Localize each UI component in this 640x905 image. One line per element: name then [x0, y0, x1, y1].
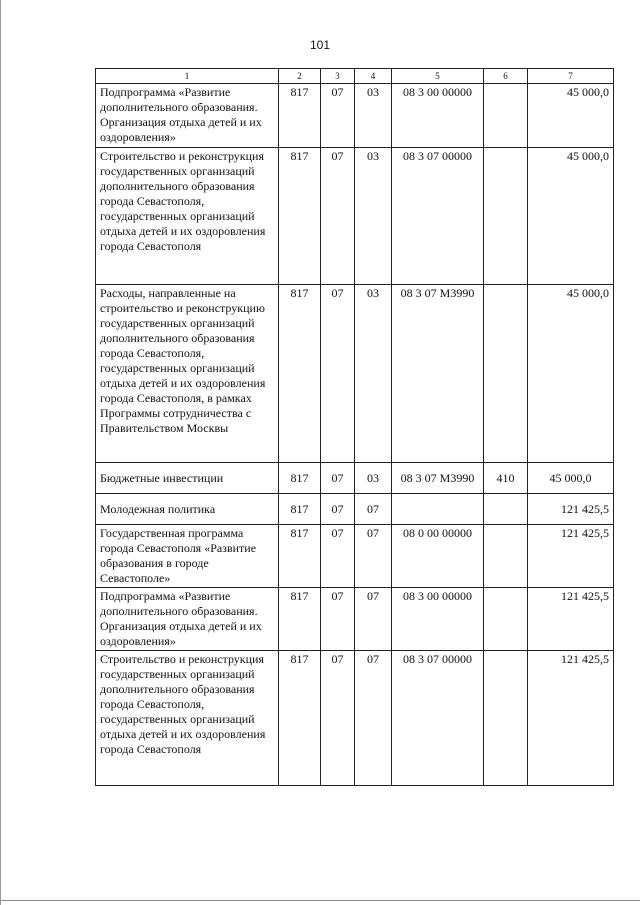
row-csr [392, 494, 484, 525]
column-header: 7 [528, 69, 614, 84]
table-row [96, 525, 614, 588]
row-vr: 410 [484, 463, 528, 494]
row-csr: 08 3 07 00000 [392, 651, 484, 786]
row-csr: 08 3 00 00000 [392, 84, 484, 148]
column-header: 5 [392, 69, 484, 84]
row-csr: 08 3 00 00000 [392, 588, 484, 651]
page-edge [0, 0, 1, 905]
row-vr [484, 588, 528, 651]
row-rz: 07 [321, 285, 355, 463]
row-pr: 07 [355, 588, 392, 651]
row-vr [484, 84, 528, 148]
row-pr: 03 [355, 285, 392, 463]
table-row [96, 148, 614, 285]
row-ved: 817 [279, 463, 321, 494]
row-name: Строительство и реконструкция государственных организаций дополнительного образования города Севастополя, государственных организаций отдыха детей и их оздоровления города Севастополя [96, 148, 279, 285]
row-name: Государственная программа города Севастополя «Развитие образования в городе Севастополе» [96, 525, 279, 588]
column-header: 3 [321, 69, 355, 84]
row-vr [484, 525, 528, 588]
row-rz: 07 [321, 463, 355, 494]
table-row [96, 588, 614, 651]
row-csr: 08 3 07 00000 [392, 148, 484, 285]
row-name: Строительство и реконструкция государственных организаций дополнительного образования города Севастополя, государственных организаций отдыха детей и их оздоровления города Севастополя [96, 651, 279, 786]
page-bottom-edge [0, 900, 640, 901]
row-name: Бюджетные инвестиции [96, 463, 279, 494]
row-pr: 03 [355, 148, 392, 285]
row-ved: 817 [279, 525, 321, 588]
column-header: 6 [484, 69, 528, 84]
row-ved: 817 [279, 148, 321, 285]
table-row [96, 651, 614, 786]
column-header: 2 [279, 69, 321, 84]
row-rz: 07 [321, 494, 355, 525]
row-rz: 07 [321, 148, 355, 285]
page-number: 101 [309, 38, 331, 52]
row-rz: 07 [321, 525, 355, 588]
row-csr: 08 0 00 00000 [392, 525, 484, 588]
row-pr: 07 [355, 525, 392, 588]
row-sum: 45 000,0 [528, 285, 614, 463]
row-pr: 07 [355, 651, 392, 786]
row-name: Расходы, направленные на строительство и реконструкцию государственных организаций дополнительного образования города Севастополя, государственных организаций отдыха детей и их оздоровления города Севастополя, в рамках Программы сотрудничества с Правительством Москвы [96, 285, 279, 463]
row-sum: 45 000,0 [528, 463, 614, 494]
row-name: Подпрограмма «Развитие дополнительного образования. Организация отдыха детей и их оздоровления» [96, 588, 279, 651]
row-sum: 121 425,5 [528, 588, 614, 651]
row-ved: 817 [279, 651, 321, 786]
table-row [96, 285, 614, 463]
row-rz: 07 [321, 588, 355, 651]
table-row [96, 463, 614, 494]
row-vr [484, 651, 528, 786]
table-row [96, 84, 614, 148]
row-ved: 817 [279, 494, 321, 525]
row-vr [484, 494, 528, 525]
row-csr: 08 3 07 М3990 [392, 463, 484, 494]
row-name: Подпрограмма «Развитие дополнительного образования. Организация отдыха детей и их оздоровления» [96, 84, 279, 148]
table-row [96, 494, 614, 525]
row-sum: 121 425,5 [528, 494, 614, 525]
column-header: 4 [355, 69, 392, 84]
row-csr: 08 3 07 М3990 [392, 285, 484, 463]
header-row [96, 69, 614, 84]
row-pr: 07 [355, 494, 392, 525]
row-sum: 45 000,0 [528, 148, 614, 285]
row-sum: 45 000,0 [528, 84, 614, 148]
budget-table [95, 68, 614, 786]
row-sum: 121 425,5 [528, 525, 614, 588]
row-sum: 121 425,5 [528, 651, 614, 786]
row-rz: 07 [321, 84, 355, 148]
row-ved: 817 [279, 588, 321, 651]
column-header: 1 [96, 69, 279, 84]
row-vr [484, 285, 528, 463]
row-rz: 07 [321, 651, 355, 786]
row-name: Молодежная политика [96, 494, 279, 525]
row-ved: 817 [279, 84, 321, 148]
row-vr [484, 148, 528, 285]
row-ved: 817 [279, 285, 321, 463]
row-pr: 03 [355, 84, 392, 148]
row-pr: 03 [355, 463, 392, 494]
